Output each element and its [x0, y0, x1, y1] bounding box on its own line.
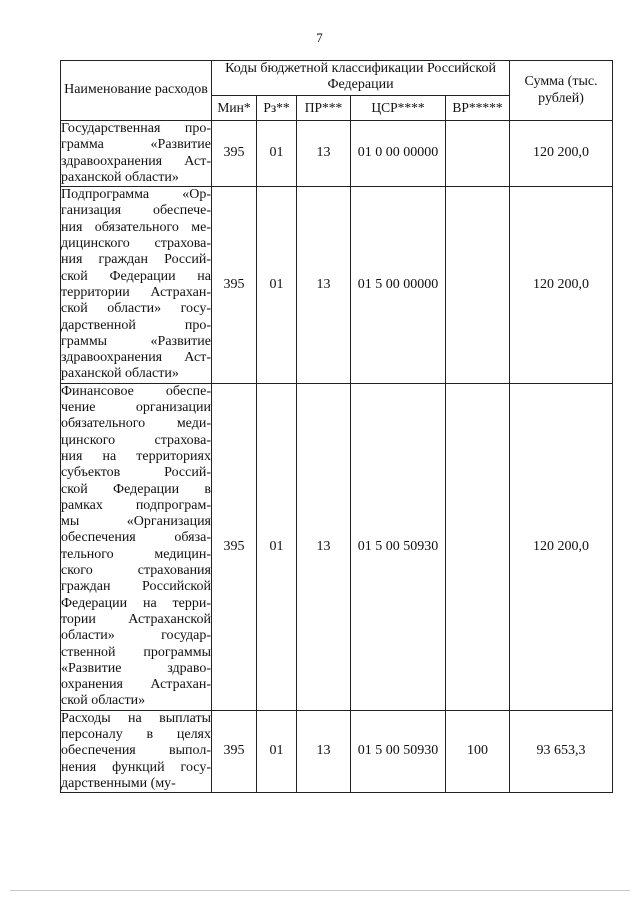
cell-name — [61, 383, 212, 710]
header-rz: Рз** — [257, 96, 297, 121]
cell-sum: 120 200,0 — [510, 383, 613, 710]
name-line: территории Астрахан- — [61, 284, 211, 300]
table-row — [61, 383, 613, 710]
cell-rz: 01 — [257, 383, 297, 710]
header-pr: ПР*** — [297, 96, 351, 121]
name-line: ской Федерации в — [61, 481, 211, 497]
name-line: ганизация обеспече- — [61, 203, 211, 219]
name-line: персоналу в целях — [61, 726, 211, 742]
name-line: обеспечения обяза- — [61, 530, 211, 546]
name-line: ственной программы — [61, 644, 211, 660]
name-line: здравоохранения Аст- — [61, 153, 211, 169]
name-line: раханской области» — [61, 366, 179, 382]
name-line: ской Федерации на — [61, 268, 211, 284]
cell-csr: 01 0 00 00000 — [351, 121, 446, 187]
name-line: цинского страхова- — [61, 432, 211, 448]
name-line: Государственная про- — [61, 121, 211, 136]
name-line: граждан Российской — [61, 579, 211, 595]
page-bottom-divider — [10, 890, 630, 891]
cell-sum: 120 200,0 — [510, 187, 613, 384]
cell-sum: 120 200,0 — [510, 121, 613, 187]
cell-rz: 01 — [257, 710, 297, 792]
cell-vr — [446, 121, 510, 187]
cell-name — [61, 710, 212, 792]
cell-name — [61, 187, 212, 384]
name-line: граммы «Развитие — [61, 333, 211, 349]
name-line: раханской области» — [61, 169, 179, 185]
page-number: 7 — [316, 30, 323, 45]
name-line: субъектов Россий- — [61, 465, 211, 481]
name-line: обеспечения выпол- — [61, 743, 211, 759]
name-line: Расходы на выплаты — [61, 710, 211, 726]
name-line: мы «Организация — [61, 514, 211, 530]
header-codes: Коды бюджетной классификации Российской Федерации — [212, 61, 510, 96]
cell-vr — [446, 187, 510, 384]
name-line: ской области» — [61, 693, 146, 709]
name-line: грамма «Развитие — [61, 137, 211, 153]
cell-csr: 01 5 00 00000 — [351, 187, 446, 384]
cell-min: 395 — [212, 121, 257, 187]
name-line: области» государ- — [61, 628, 211, 644]
header-min: Мин* — [212, 96, 257, 121]
cell-pr: 13 — [297, 187, 351, 384]
name-line: дарственными (му- — [61, 775, 176, 791]
name-line: ния обязательного ме- — [61, 219, 211, 235]
name-line: Финансовое обеспе- — [61, 383, 211, 399]
table-body — [61, 121, 613, 793]
cell-name — [61, 121, 212, 187]
name-line: здравоохранения Аст- — [61, 350, 211, 366]
name-line: ского страхования — [61, 563, 211, 579]
cell-rz: 01 — [257, 121, 297, 187]
cell-csr: 01 5 00 50930 — [351, 383, 446, 710]
header-name: Наименование расходов — [61, 61, 212, 121]
header-csr: ЦСР**** — [351, 96, 446, 121]
name-line: Подпрограмма «Ор- — [61, 187, 211, 203]
cell-vr: 100 — [446, 710, 510, 792]
name-line: дицинского страхова- — [61, 236, 211, 252]
name-line: ской области» госу- — [61, 301, 211, 317]
cell-pr: 13 — [297, 121, 351, 187]
name-line: «Развитие здраво- — [61, 660, 211, 676]
table-row — [61, 710, 613, 792]
header-sum: Сумма (тыс. рублей) — [510, 61, 613, 121]
name-line: дарственной про- — [61, 317, 211, 333]
table-row — [61, 187, 613, 384]
cell-sum: 93 653,3 — [510, 710, 613, 792]
name-line: тельного медицин- — [61, 546, 211, 562]
cell-min: 395 — [212, 187, 257, 384]
cell-min: 395 — [212, 383, 257, 710]
cell-vr — [446, 383, 510, 710]
cell-pr: 13 — [297, 710, 351, 792]
cell-pr: 13 — [297, 383, 351, 710]
name-line: нения функций госу- — [61, 759, 211, 775]
name-line: рамках подпрограм- — [61, 497, 211, 513]
name-line: чение организации — [61, 400, 211, 416]
name-line: ния на территориях — [61, 448, 211, 464]
cell-min: 395 — [212, 710, 257, 792]
cell-csr: 01 5 00 50930 — [351, 710, 446, 792]
name-line: ния граждан Россий- — [61, 252, 211, 268]
name-line: обязательного меди- — [61, 416, 211, 432]
name-line: охранения Астрахан- — [61, 677, 211, 693]
cell-rz: 01 — [257, 187, 297, 384]
name-line: Федерации на терри- — [61, 595, 211, 611]
name-line: тории Астраханской — [61, 611, 211, 627]
header-vr: ВР***** — [446, 96, 510, 121]
table-row — [61, 121, 613, 187]
budget-table — [60, 60, 613, 793]
